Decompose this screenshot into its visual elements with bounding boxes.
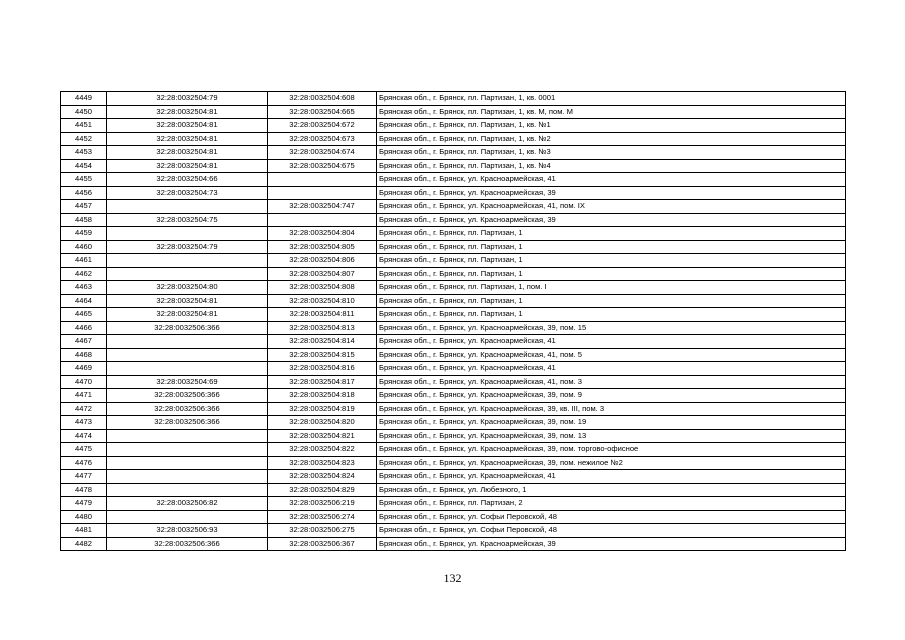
object-number-cell: 32:28:0032504:805 (268, 240, 377, 254)
table-row (61, 402, 846, 416)
table-row (61, 389, 846, 403)
table-row (61, 200, 846, 214)
address-cell: Брянская обл., г. Брянск, ул. Красноармейская, 41 (377, 470, 846, 484)
address-cell: Брянская обл., г. Брянск, ул. Красноармейская, 41 (377, 173, 846, 187)
row-number-cell: 4462 (61, 267, 107, 281)
object-number-cell: 32:28:0032504:814 (268, 335, 377, 349)
table-row (61, 281, 846, 295)
table-row (61, 213, 846, 227)
object-number-cell: 32:28:0032504:811 (268, 308, 377, 322)
address-cell: Брянская обл., г. Брянск, пл. Партизан, 1, кв. 0001 (377, 92, 846, 106)
row-number-cell: 4472 (61, 402, 107, 416)
row-number-cell: 4454 (61, 159, 107, 173)
table-row (61, 362, 846, 376)
parcel-number-cell (107, 483, 268, 497)
row-number-cell: 4481 (61, 524, 107, 538)
address-cell: Брянская обл., г. Брянск, ул. Красноармейская, 41, пом. IX (377, 200, 846, 214)
row-number-cell: 4477 (61, 470, 107, 484)
object-number-cell: 32:28:0032506:367 (268, 537, 377, 551)
table-row (61, 429, 846, 443)
table-row (61, 267, 846, 281)
table-row (61, 146, 846, 160)
address-cell: Брянская обл., г. Брянск, ул. Красноармейская, 39, пом. 15 (377, 321, 846, 335)
parcel-number-cell (107, 267, 268, 281)
parcel-number-cell: 32:28:0032504:79 (107, 92, 268, 106)
parcel-number-cell: 32:28:0032504:69 (107, 375, 268, 389)
address-cell: Брянская обл., г. Брянск, ул. Красноармейская, 39, кв. III, пом. 3 (377, 402, 846, 416)
table-row (61, 335, 846, 349)
row-number-cell: 4478 (61, 483, 107, 497)
object-number-cell: 32:28:0032506:219 (268, 497, 377, 511)
parcel-number-cell: 32:28:0032506:366 (107, 537, 268, 551)
address-cell: Брянская обл., г. Брянск, пл. Партизан, 1 (377, 227, 846, 241)
parcel-number-cell (107, 510, 268, 524)
parcel-number-cell: 32:28:0032506:366 (107, 416, 268, 430)
object-number-cell: 32:28:0032504:816 (268, 362, 377, 376)
parcel-number-cell: 32:28:0032504:80 (107, 281, 268, 295)
row-number-cell: 4464 (61, 294, 107, 308)
parcel-number-cell (107, 470, 268, 484)
table-row (61, 537, 846, 551)
parcel-number-cell: 32:28:0032506:93 (107, 524, 268, 538)
table-row (61, 119, 846, 133)
table-row (61, 483, 846, 497)
row-number-cell: 4459 (61, 227, 107, 241)
table-row (61, 510, 846, 524)
address-cell: Брянская обл., г. Брянск, ул. Красноармейская, 39 (377, 186, 846, 200)
parcel-number-cell: 32:28:0032504:81 (107, 132, 268, 146)
table-row (61, 254, 846, 268)
row-number-cell: 4475 (61, 443, 107, 457)
table-row (61, 348, 846, 362)
object-number-cell (268, 186, 377, 200)
object-number-cell: 32:28:0032504:813 (268, 321, 377, 335)
row-number-cell: 4461 (61, 254, 107, 268)
table-row (61, 227, 846, 241)
address-cell: Брянская обл., г. Брянск, ул. Красноармейская, 39, пом. 19 (377, 416, 846, 430)
parcel-number-cell: 32:28:0032506:82 (107, 497, 268, 511)
row-number-cell: 4473 (61, 416, 107, 430)
table-row (61, 456, 846, 470)
table-row (61, 416, 846, 430)
row-number-cell: 4452 (61, 132, 107, 146)
row-number-cell: 4451 (61, 119, 107, 133)
row-number-cell: 4467 (61, 335, 107, 349)
address-cell: Брянская обл., г. Брянск, ул. Красноармейская, 41, пом. 3 (377, 375, 846, 389)
object-number-cell: 32:28:0032504:818 (268, 389, 377, 403)
row-number-cell: 4457 (61, 200, 107, 214)
parcel-number-cell: 32:28:0032504:79 (107, 240, 268, 254)
table-row (61, 443, 846, 457)
row-number-cell: 4458 (61, 213, 107, 227)
parcel-number-cell: 32:28:0032504:73 (107, 186, 268, 200)
parcel-number-cell: 32:28:0032504:81 (107, 308, 268, 322)
parcel-number-cell: 32:28:0032504:81 (107, 119, 268, 133)
address-cell: Брянская обл., г. Брянск, ул. Софьи Перовской, 48 (377, 524, 846, 538)
table-row (61, 470, 846, 484)
object-number-cell: 32:28:0032504:675 (268, 159, 377, 173)
row-number-cell: 4455 (61, 173, 107, 187)
parcel-number-cell: 32:28:0032504:81 (107, 146, 268, 160)
row-number-cell: 4482 (61, 537, 107, 551)
object-number-cell: 32:28:0032504:747 (268, 200, 377, 214)
table-row (61, 321, 846, 335)
address-cell: Брянская обл., г. Брянск, ул. Красноармейская, 39 (377, 213, 846, 227)
object-number-cell: 32:28:0032504:821 (268, 429, 377, 443)
object-number-cell: 32:28:0032504:829 (268, 483, 377, 497)
object-number-cell: 32:28:0032504:808 (268, 281, 377, 295)
object-number-cell: 32:28:0032504:807 (268, 267, 377, 281)
row-number-cell: 4449 (61, 92, 107, 106)
row-number-cell: 4474 (61, 429, 107, 443)
table-row (61, 375, 846, 389)
object-number-cell: 32:28:0032504:673 (268, 132, 377, 146)
table-row (61, 186, 846, 200)
address-cell: Брянская обл., г. Брянск, пл. Партизан, 1 (377, 254, 846, 268)
object-number-cell: 32:28:0032504:810 (268, 294, 377, 308)
object-number-cell: 32:28:0032504:819 (268, 402, 377, 416)
object-number-cell (268, 173, 377, 187)
parcel-number-cell: 32:28:0032504:81 (107, 105, 268, 119)
table-row (61, 159, 846, 173)
row-number-cell: 4469 (61, 362, 107, 376)
table-row (61, 294, 846, 308)
object-number-cell: 32:28:0032506:274 (268, 510, 377, 524)
row-number-cell: 4470 (61, 375, 107, 389)
parcel-number-cell (107, 227, 268, 241)
row-number-cell: 4476 (61, 456, 107, 470)
row-number-cell: 4453 (61, 146, 107, 160)
row-number-cell: 4479 (61, 497, 107, 511)
object-number-cell: 32:28:0032504:822 (268, 443, 377, 457)
object-number-cell: 32:28:0032504:674 (268, 146, 377, 160)
address-cell: Брянская обл., г. Брянск, пл. Партизан, 1 (377, 267, 846, 281)
table-row (61, 132, 846, 146)
address-cell: Брянская обл., г. Брянск, пл. Партизан, 2 (377, 497, 846, 511)
parcel-number-cell (107, 254, 268, 268)
address-cell: Брянская обл., г. Брянск, ул. Красноармейская, 39, пом. 13 (377, 429, 846, 443)
address-cell: Брянская обл., г. Брянск, пл. Партизан, 1 (377, 294, 846, 308)
parcel-number-cell (107, 443, 268, 457)
parcel-number-cell: 32:28:0032506:366 (107, 402, 268, 416)
row-number-cell: 4460 (61, 240, 107, 254)
object-number-cell: 32:28:0032504:806 (268, 254, 377, 268)
parcel-number-cell (107, 348, 268, 362)
cadastral-register-table (60, 91, 846, 551)
address-cell: Брянская обл., г. Брянск, ул. Красноармейская, 41, пом. 5 (377, 348, 846, 362)
address-cell: Брянская обл., г. Брянск, пл. Партизан, 1, кв. №1 (377, 119, 846, 133)
parcel-number-cell (107, 362, 268, 376)
table-row (61, 105, 846, 119)
page-number: 132 (443, 571, 462, 585)
object-number-cell: 32:28:0032504:824 (268, 470, 377, 484)
row-number-cell: 4450 (61, 105, 107, 119)
address-cell: Брянская обл., г. Брянск, ул. Софьи Перовской, 48 (377, 510, 846, 524)
register-table-body (61, 92, 846, 551)
table-row (61, 173, 846, 187)
address-cell: Брянская обл., г. Брянск, пл. Партизан, 1, кв. №2 (377, 132, 846, 146)
address-cell: Брянская обл., г. Брянск, пл. Партизан, 1, кв. №3 (377, 146, 846, 160)
parcel-number-cell (107, 335, 268, 349)
parcel-number-cell (107, 456, 268, 470)
object-number-cell: 32:28:0032504:817 (268, 375, 377, 389)
object-number-cell: 32:28:0032506:275 (268, 524, 377, 538)
address-cell: Брянская обл., г. Брянск, ул. Любезного, 1 (377, 483, 846, 497)
parcel-number-cell: 32:28:0032504:81 (107, 159, 268, 173)
row-number-cell: 4480 (61, 510, 107, 524)
parcel-number-cell: 32:28:0032506:366 (107, 389, 268, 403)
address-cell: Брянская обл., г. Брянск, ул. Красноармейская, 41 (377, 362, 846, 376)
address-cell: Брянская обл., г. Брянск, ул. Красноармейская, 41 (377, 335, 846, 349)
parcel-number-cell: 32:28:0032506:366 (107, 321, 268, 335)
table-row (61, 240, 846, 254)
address-cell: Брянская обл., г. Брянск, ул. Красноармейская, 39 (377, 537, 846, 551)
object-number-cell: 32:28:0032504:820 (268, 416, 377, 430)
address-cell: Брянская обл., г. Брянск, пл. Партизан, 1, пом. I (377, 281, 846, 295)
address-cell: Брянская обл., г. Брянск, ул. Красноармейская, 39, пом. нежилое №2 (377, 456, 846, 470)
address-cell: Брянская обл., г. Брянск, пл. Партизан, 1 (377, 240, 846, 254)
row-number-cell: 4463 (61, 281, 107, 295)
parcel-number-cell: 32:28:0032504:66 (107, 173, 268, 187)
row-number-cell: 4471 (61, 389, 107, 403)
table-row (61, 308, 846, 322)
object-number-cell: 32:28:0032504:672 (268, 119, 377, 133)
parcel-number-cell: 32:28:0032504:75 (107, 213, 268, 227)
parcel-number-cell: 32:28:0032504:81 (107, 294, 268, 308)
row-number-cell: 4468 (61, 348, 107, 362)
address-cell: Брянская обл., г. Брянск, пл. Партизан, 1, кв. М, пом. М (377, 105, 846, 119)
object-number-cell: 32:28:0032504:804 (268, 227, 377, 241)
table-row (61, 497, 846, 511)
object-number-cell (268, 213, 377, 227)
object-number-cell: 32:28:0032504:823 (268, 456, 377, 470)
object-number-cell: 32:28:0032504:665 (268, 105, 377, 119)
address-cell: Брянская обл., г. Брянск, ул. Красноармейская, 39, пом. 9 (377, 389, 846, 403)
address-cell: Брянская обл., г. Брянск, ул. Красноармейская, 39, пом. торгово-офисное (377, 443, 846, 457)
parcel-number-cell (107, 200, 268, 214)
table-row (61, 92, 846, 106)
address-cell: Брянская обл., г. Брянск, пл. Партизан, 1, кв. №4 (377, 159, 846, 173)
table-row (61, 524, 846, 538)
object-number-cell: 32:28:0032504:815 (268, 348, 377, 362)
row-number-cell: 4465 (61, 308, 107, 322)
row-number-cell: 4466 (61, 321, 107, 335)
parcel-number-cell (107, 429, 268, 443)
address-cell: Брянская обл., г. Брянск, пл. Партизан, 1 (377, 308, 846, 322)
row-number-cell: 4456 (61, 186, 107, 200)
object-number-cell: 32:28:0032504:608 (268, 92, 377, 106)
